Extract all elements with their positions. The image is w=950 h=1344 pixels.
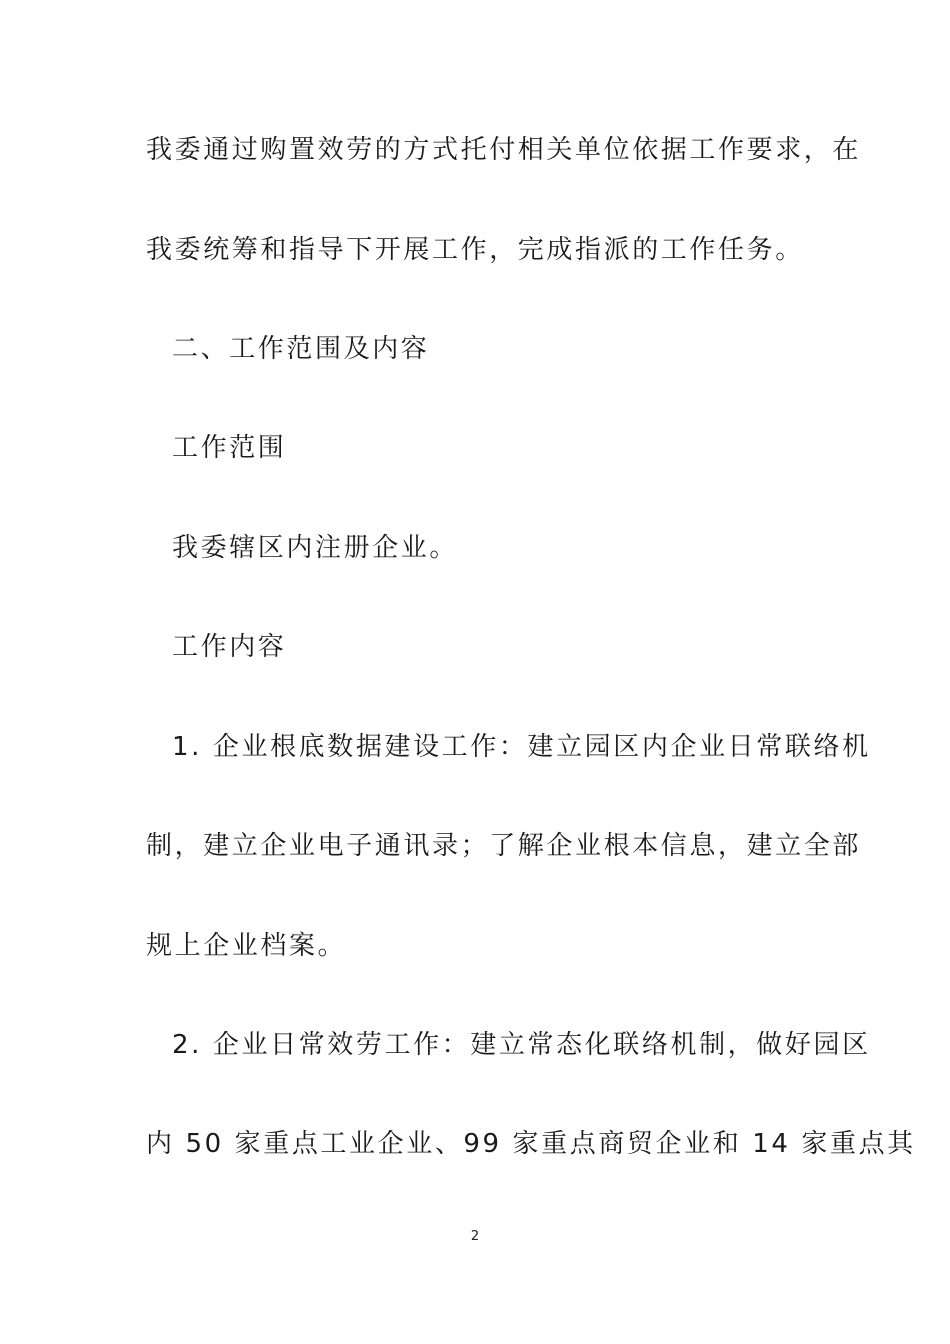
item-1-line-2: 制，建立企业电子通讯录；了解企业根本信息，建立全部 [146, 831, 862, 861]
scope-text: 我委辖区内注册企业。 [172, 533, 459, 563]
page-number: 2 [470, 1229, 480, 1244]
paragraph-line-1: 我委通过购置效劳的方式托付相关单位依据工作要求，在 [146, 135, 862, 165]
section-heading: 二、工作范围及内容 [172, 334, 430, 364]
item-1-line-1: 1. 企业根底数据建设工作：建立园区内企业日常联络机 [172, 732, 871, 762]
subheading-scope: 工作范围 [172, 433, 287, 463]
item-2-line-1: 2. 企业日常效劳工作：建立常态化联络机制，做好园区 [172, 1030, 871, 1060]
item-2-line-2: 内 50 家重点工业企业、99 家重点商贸企业和 14 家重点其 [146, 1129, 916, 1159]
subheading-content: 工作内容 [172, 632, 287, 662]
paragraph-line-2: 我委统筹和指导下开展工作，完成指派的工作任务。 [146, 235, 804, 265]
item-1-line-3: 规上企业档案。 [146, 931, 347, 961]
